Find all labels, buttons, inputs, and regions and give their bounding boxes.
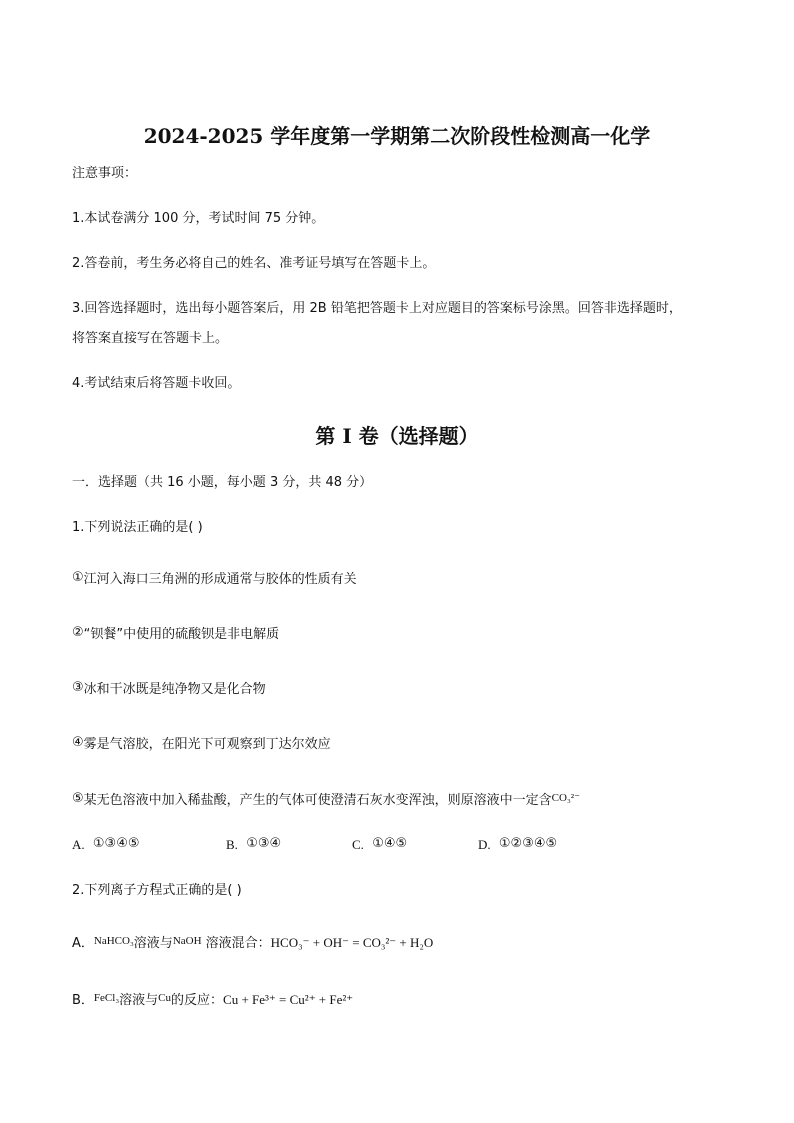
option-text: 溶液混合： [201,936,271,951]
option-value: ①③④ [246,836,282,851]
q1-statement-5 [72,790,580,809]
statement-number: ② [72,625,84,640]
statement-text: 雾是气溶胶，在阳光下可观察到丁达尔效应 [83,737,331,752]
q1-statement-2 [72,625,279,643]
statement-number: ③ [72,680,84,695]
q2-option-a[interactable] [72,933,433,952]
statement-text: “钡餐”中使用的硫酸钡是非电解质 [83,627,280,642]
notice-item-3-cont: 将答案直接写在答题卡上。 [72,331,229,346]
option-text: 溶液与 [133,936,173,951]
reagent-formula: NaHCO₃ [93,935,134,947]
option-value: ①③④⑤ [92,836,140,851]
option-value: ①④⑤ [372,836,408,851]
option-label: D. [478,837,491,852]
q1-statement-4 [72,735,331,753]
statement-text: 冰和干冰既是纯净物又是化合物 [83,682,266,697]
ionic-equation: Cu + Fe³⁺ = Cu²⁺ + Fe²⁺ [223,992,354,1007]
reagent-formula: Cu [158,992,172,1004]
carbonate-ion: CO₃²⁻ [551,792,580,804]
option-text: 的反应： [171,993,224,1008]
option-label: C. [352,837,364,852]
option-label: B． [72,993,94,1008]
statement-number: ④ [72,735,84,750]
q2-option-b[interactable] [72,990,353,1009]
option-text: 溶液与 [119,993,159,1008]
option-label: A. [72,837,85,852]
reagent-formula: NaOH [172,935,202,947]
notice-item-1: 1.本试卷满分 100 分，考试时间 75 分钟。 [72,211,325,226]
q2-stem: 2.下列离子方程式正确的是( ) [72,883,242,898]
section-title: 第 I 卷（选择题） [315,424,479,448]
statement-text: 江河入海口三角洲的形成通常与胶体的性质有关 [83,572,357,587]
option-value: ①②③④⑤ [498,836,558,851]
exam-title: 2024-2025 学年度第一学期第二次阶段性检测高一化学 [143,124,651,148]
q1-option-c[interactable] [352,836,407,853]
ionic-equation: HCO₃⁻ + OH⁻ = CO₃²⁻ + H₂O [270,935,434,950]
q1-option-d[interactable] [478,836,557,853]
statement-text: 某无色溶液中加入稀盐酸，产生的气体可使澄清石灰水变浑浊，则原溶液中一定含 [83,793,552,808]
option-label: B. [226,837,238,852]
q1-option-a[interactable] [72,836,140,853]
notice-item-4: 4.考试结束后将答题卡收回。 [72,376,241,391]
option-label: A． [72,936,94,951]
notice-heading: 注意事项： [72,166,138,181]
q1-option-b[interactable] [226,836,281,853]
reagent-formula: FeCl₃ [93,992,120,1004]
statement-number: ① [72,570,84,585]
notice-item-2: 2.答卷前，考生务必将自己的姓名、准考证号填写在答题卡上。 [72,256,436,271]
statement-number: ⑤ [72,791,84,806]
q1-statement-3 [72,680,266,698]
q1-stem: 1.下列说法正确的是( ) [72,520,203,535]
part-heading: 一．选择题（共 16 小题，每小题 3 分，共 48 分） [72,475,373,490]
notice-item-3: 3.回答选择题时，选出每小题答案后，用 2B 铅笔把答题卡上对应题目的答案标号涂黑。回答非选择题时， [72,301,682,316]
q1-statement-1 [72,570,357,588]
